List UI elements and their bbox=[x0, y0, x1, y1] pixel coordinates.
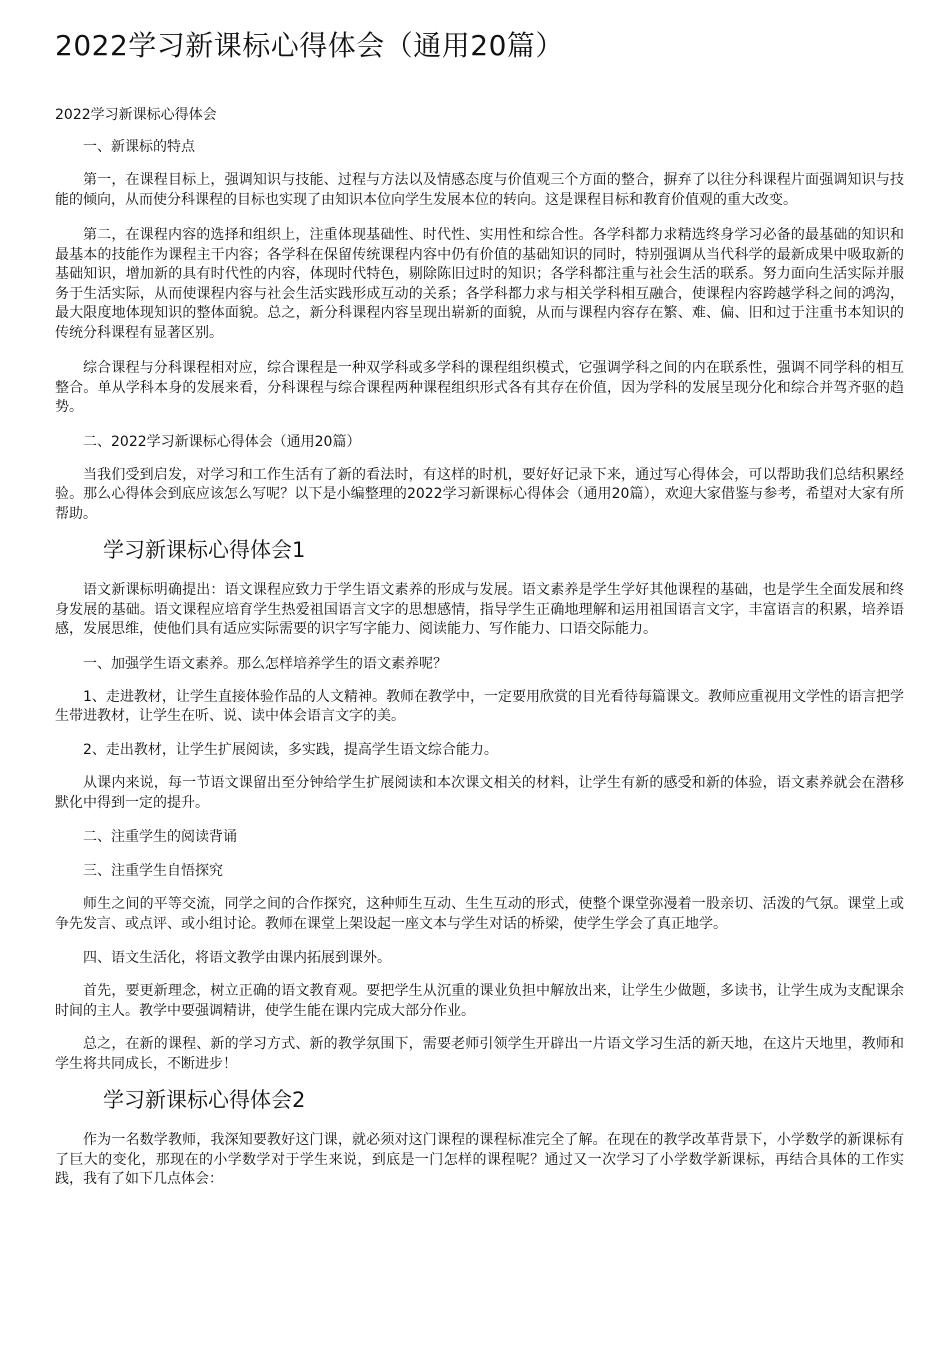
section-1-heading-4: 四、语文生活化，将语文教学由课内拓展到课外。 bbox=[83, 950, 391, 966]
section-1-paragraph-2: 1、走进教材，让学生直接体验作品的人文精神。教师在教学中，一定要用欣赏的目光看待每篇课文。教师应重视用文学性的语言把学生带进教材，让学生在听、说、读中体会语言文字的美。 bbox=[55, 688, 904, 724]
document-subtitle: 2022学习新课标心得体会 bbox=[55, 107, 217, 123]
intro-paragraph-3: 综合课程与分科课程相对应，综合课程是一种双学科或多学科的课程组织模式，它强调学科之间的内在联系性，强调不同学科的相互整合。单从学科本身的发展来看，分科课程与综合课程两种课程组织形式各有其存在价值，因为学科的发展呈现分化和综合并驾齐驱的趋势。 bbox=[55, 360, 904, 415]
section-1-paragraph-5: 师生之间的平等交流，同学之间的合作探究，这种师生互动、生生互动的形式，使整个课堂弥漫着一股亲切、活泼的气氛。课堂上或争先发言、或点评、或小组讨论。教师在课堂上架设起一座文本与学生对话的桥梁，使学生学会了真正地学。 bbox=[55, 896, 904, 932]
section-1-paragraph-4: 从课内来说，每一节语文课留出至分钟给学生扩展阅读和本次课文相关的材料，让学生有新的感受和新的体验，语文素养就会在潜移默化中得到一定的提升。 bbox=[55, 775, 904, 811]
section-1-paragraph-6: 首先，要更新理念，树立正确的语文教育观。要把学生从沉重的课业负担中解放出来，让学生少做题，多读书，让学生成为支配课余时间的主人。教学中要强调精讲，使学生能在课内完成大部分作业。 bbox=[55, 983, 904, 1019]
section-1-heading-1: 一、加强学生语文素养。那么怎样培养学生的语文素养呢？ bbox=[83, 655, 447, 672]
section-1-heading-3: 三、注重学生自悟探究 bbox=[83, 863, 223, 879]
intro-heading-2: 二、2022学习新课标心得体会（通用20篇） bbox=[83, 433, 361, 450]
section-1-paragraph-1: 语文新课标明确提出：语文课程应致力于学生语文素养的形成与发展。语文素养是学生学好其他课程的基础，也是学生全面发展和终身发展的基础。语文课程应培育学生热爱祖国语言文字的思想感情，指导学生正确地理解和运用祖国语言文字，丰富语言的积累，培养语感，发展思维，使他们具有适应实际需要的识字写字能力、阅读能力、写作能力、口语交际能力。 bbox=[55, 582, 904, 637]
intro-paragraph-1: 第一，在课程目标上，强调知识与技能、过程与方法以及情感态度与价值观三个方面的整合，摒弃了以往分科课程片面强调知识与技能的倾向，从而使分科课程的目标也实现了由知识本位向学生发展本位的转向。这是课程目标和教育价值观的重大改变。 bbox=[55, 172, 904, 208]
intro-heading-1: 一、新课标的特点 bbox=[83, 139, 195, 155]
section-2-paragraph-1: 作为一名数学教师，我深知要教好这门课，就必须对这门课程的课程标准完全了解。在现在的教学改革背景下，小学数学的新课标有了巨大的变化，那现在的小学数学对于学生来说，到底是一门怎样的课程呢？通过又一次学习了小学数学新课标，再结合具体的工作实践，我有了如下几点体会： bbox=[55, 1132, 904, 1187]
section-1-paragraph-7: 总之，在新的课程、新的学习方式、新的教学氛围下，需要老师引领学生开辟出一片语文学习生活的新天地，在这片天地里，教师和学生将共同成长，不断进步！ bbox=[55, 1036, 904, 1072]
intro-paragraph-4: 当我们受到启发，对学习和工作生活有了新的看法时，有这样的时机，要好好记录下来，通过写心得体会，可以帮助我们总结积累经验。那么心得体会到底应该怎么写呢？以下是小编整理的2022学习新课标心得体会（通用20篇），欢迎大家借鉴与参考，希望对大家有所帮助。 bbox=[55, 466, 904, 522]
section-1-heading-2: 二、注重学生的阅读背诵 bbox=[83, 829, 237, 845]
document-title: 2022学习新课标心得体会（通用20篇） bbox=[55, 29, 564, 62]
section-1-title: 学习新课标心得体会1 bbox=[103, 538, 306, 562]
section-2-title: 学习新课标心得体会2 bbox=[103, 1088, 306, 1112]
intro-paragraph-2: 第二，在课程内容的选择和组织上，注重体现基础性、时代性、实用性和综合性。各学科都力求精选终身学习必备的最基础的知识和最基本的技能作为课程主干内容；各学科在保留传统课程内容中仍有价值的基础知识的同时，特别强调从当代科学的最新成果中吸取新的基础知识，增加新的具有时代性的内容，体现时代特色，剔除陈旧过时的知识；各学科都注重与社会生活的联系。努力面向生活实际并服务于生活实际，从而使课程内容与社会生活实践形成互动的关系；各学科都力求与相关学科相互融合，使课程内容跨越学科之间的鸿沟，最大限度地体现知识的整体面貌。总之，新分科课程内容呈现出崭新的面貌，从而与课程内容存在繁、难、偏、旧和过于注重书本知识的传统分科课程有显著区别。 bbox=[55, 227, 904, 341]
section-1-paragraph-3: 2、走出教材，让学生扩展阅读，多实践，提高学生语文综合能力。 bbox=[83, 741, 498, 758]
